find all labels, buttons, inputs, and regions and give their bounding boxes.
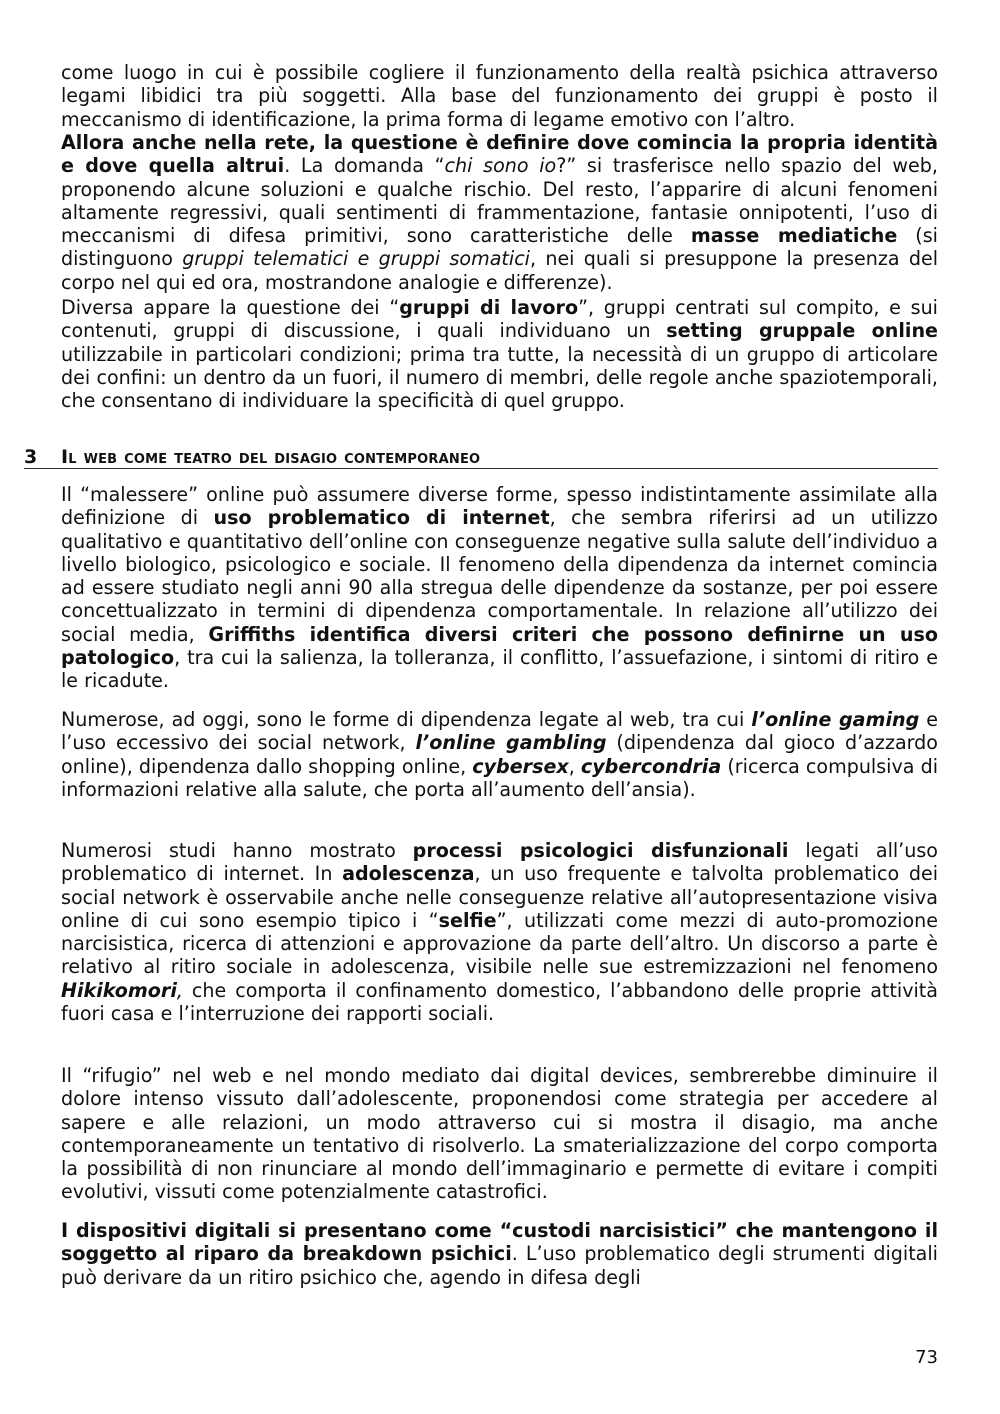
paragraph-8: [61, 1219, 938, 1289]
text: , che sembra riferirsi ad un utilizzo qualitativo e quantitativo dell’online con conseguenze negative sulla salute dell’individuo a livello biologico, psicologico e sociale. Il fenomeno della dipendenza da internet comincia ad essere studiato negli anni 90 alla stregua delle dipendenze da sostanze, per poi essere concettualizzato in termini di dipendenza comportamentale. In relazione all’utilizzo dei social media,: [61, 506, 938, 646]
section-title: Il web come teatro del disagio contemporaneo: [61, 446, 481, 468]
text: , tra cui la salienza, la tolleranza, il conflitto, l’assuefazione, i sintomi di ritiro e le ricadute.: [61, 646, 938, 693]
text: , un uso frequente e talvolta problematico dei social network è osservabile anche nelle conseguenze relative all’autopresentazione visiva online di cui sono esempio tipico i “: [61, 862, 938, 932]
text: utilizzabile in particolari condizioni; prima tra tutte, la necessità di un gruppo di articolare dei confini: un dentro da un fuori, il numero di membri, delle regole anche spaziotemporali, che consentano di individuare la specificità di quel gruppo.: [61, 342, 938, 413]
text: . La domanda “: [284, 154, 445, 178]
bold-text: Allora anche nella rete, la questione è definire dove comincia la propria identità e dove quella altrui: [61, 131, 938, 178]
bold-italic-text: cybersex: [472, 754, 569, 778]
text: ,: [568, 754, 581, 778]
italic-text: chi sono io: [444, 154, 557, 178]
paragraph-4: [61, 483, 938, 693]
bold-italic-text: Hikikomori: [61, 978, 177, 1002]
text: (dipendenza dal gioco d’azzardo online), dipendenza dallo shopping online,: [61, 731, 938, 778]
bold-text: uso problematico di internet: [213, 506, 550, 530]
text: legati all’uso problematico di internet. In: [61, 839, 938, 886]
paragraph-1: [61, 61, 938, 131]
bold-text: I dispositivi digitali si presentano come “custodi narcisistici” che mantengono il soggetto al riparo da breakdown psichici: [61, 1219, 938, 1266]
paragraph-5: [61, 708, 938, 801]
bold-text: selfie: [438, 908, 497, 932]
paragraph-7: [61, 1064, 938, 1204]
text: (ricerca compulsiva di informazioni relative alla salute, che porta all’aumento dell’ansia).: [61, 754, 938, 801]
text: ”, gruppi centrati sul compito, e sui contenuti, gruppi di discussione, i quali individuano un: [61, 296, 938, 343]
text: come luogo in cui è possibile cogliere il funzionamento della realtà psichica attraverso legami libidici tra più soggetti. Alla base del funzionamento dei gruppi è posto il meccanismo di identificazione, la prima forma di legame emotivo con l’altro.: [61, 61, 938, 131]
italic-text: gruppi telematici e gruppi somatici: [182, 247, 530, 271]
page-number: 73: [915, 1347, 938, 1368]
text: Numerose, ad oggi, sono le forme di dipendenza legate al web, tra cui: [61, 708, 752, 731]
bold-text: processi psicologici disfunzionali: [412, 839, 789, 862]
bold-italic-text: l’online gambling: [415, 731, 607, 755]
bold-text: adolescenza: [342, 862, 475, 886]
text: Diversa appare la questione dei “: [61, 296, 400, 319]
paragraph-3: [61, 296, 938, 412]
section-number: 3: [24, 446, 38, 468]
section-heading: [24, 444, 938, 469]
paragraph-2: [61, 131, 938, 294]
text: Il “malessere” online può assumere diverse forme, spesso indistintamente assimilate alla definizione di: [61, 483, 938, 530]
bold-text: gruppi di lavoro: [399, 296, 579, 319]
text: . L’uso problematico degli strumenti digitali può derivare da un ritiro psichico che, agendo in difesa degli: [61, 1242, 938, 1289]
text: Numerosi studi hanno mostrato: [61, 839, 413, 862]
text: Il “rifugio” nel web e nel mondo mediato dai digital devices, sembrerebbe diminuire il dolore intenso vissuto dall’adolescente, proponendosi come strategia per accedere al sapere e alle relazioni, un modo attraverso cui si mostra il disagio, ma anche contemporaneamente un tentativo di risolverlo. La smaterializzazione del corpo comporta la possibilità di non rinunciare al mondo dell’immaginario e permette di evitare i compiti evolutivi, vissuti come potenzialmente catastrofici.: [61, 1064, 938, 1204]
bold-text: setting gruppale online: [666, 319, 938, 343]
bold-text: masse mediatiche: [690, 224, 898, 248]
text: e l’uso eccessivo dei social network,: [61, 708, 938, 755]
text: , nei quali si presuppone la presenza del corpo nel qui ed ora, mostrandone analogie e differenze).: [61, 247, 938, 294]
bold-italic-text: cybercondria: [580, 754, 722, 778]
paragraph-6: [61, 839, 938, 1025]
text: ”, utilizzati come mezzi di auto-promozione narcisistica, ricerca di attenzioni e approvazione da parte dell’altro. Un discorso a parte è relativo al ritiro sociale in adolescenza, visibile nelle sue estremizzazioni nel fenomeno: [61, 908, 938, 979]
bold-italic-text: l’online gaming: [751, 708, 920, 731]
text: che comporta il confinamento domestico, l’abbandono delle proprie attività fuori casa e l’interruzione dei rapporti sociali.: [61, 978, 938, 1026]
text: ?” si trasferisce nello spazio del web, proponendo alcune soluzioni e qualche rischio. Del resto, l’apparire di alcuni fenomeni altamente regressivi, quali sentimenti di frammentazione, fantasie onnipotenti, l’uso di meccanismi di difesa primitivi, sono caratteristiche delle: [61, 154, 938, 248]
text: (si distinguono: [61, 224, 938, 271]
italic-text: ,: [176, 978, 183, 1002]
bold-text: Griffiths identifica diversi criteri che possono definirne un uso patologico: [61, 622, 939, 670]
